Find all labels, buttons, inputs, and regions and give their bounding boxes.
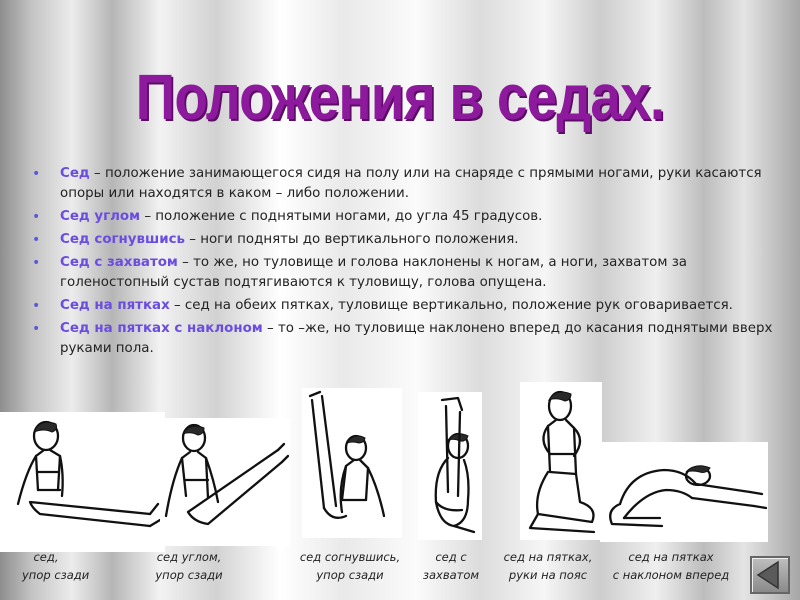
caption-line2: упор сзади [316,568,384,582]
definition-text: – ноги подняты до вертикального положения. [184,232,519,247]
definition-term: Сед [60,166,90,181]
definition-term: Сед согнувшись [60,232,185,247]
back-arrow-icon [752,558,788,592]
caption-line1: сед на пятках, [503,550,593,564]
caption-line1: сед, [33,550,59,564]
caption-line1: сед углом, [156,550,222,564]
figure-sed-na-pyatkakh-s-naklonom [600,442,768,542]
figure-caption [22,548,90,584]
definition-term: Сед на пятках [60,298,170,313]
figure-sed-upor-szadi [0,412,165,552]
figure-caption [152,548,226,584]
definition-text: – положение занимающегося сидя на полу или на снаряде с прямыми ногами, руки касаются опоры или находятся в каком – либо положении. [60,166,762,201]
caption-line2: руки на пояс [508,568,588,582]
definition-term: Сед с захватом [60,255,178,270]
page-title: Положения в седах. [135,61,665,133]
figure-caption [500,548,596,584]
definition-text: – то –же, но туловище наклонено вперед до касания поднятыми вверх руками пола. [60,321,773,356]
definition-text: – то же, но туловище и голова наклонены к ногам, а ноги, захватом за голеностопный сустав подтягиваются к туловищу, голова опущена. [60,255,688,290]
back-button[interactable] [750,556,790,594]
caption-line2: с наклоном вперед [612,568,730,582]
figure-sed-sognuvshis [302,388,402,538]
caption-line2: упор сзади [22,568,90,582]
figure-captions [0,548,800,588]
bullet-icon: • [32,209,41,225]
definition-item [32,164,777,204]
definition-text: – положение с поднятыми ногами, до угла 45 градусов. [140,209,543,224]
definition-item [32,296,777,316]
definition-item [32,319,777,359]
definition-term: Сед на пятках с наклоном [60,321,263,336]
bullet-icon: • [32,298,41,314]
definitions-list [32,164,777,362]
bullet-icon: • [32,255,41,271]
caption-line2: упор сзади [155,568,223,582]
caption-line1: сед с [435,550,467,564]
figure-sed-s-zakhvatom [418,392,482,540]
caption-line2: захватом [422,568,480,582]
definition-item [32,253,777,293]
figure-caption [420,548,482,584]
definition-term: Сед углом [60,209,141,224]
bullet-icon: • [32,321,41,337]
figure-caption [298,548,402,584]
bullet-icon: • [32,166,41,182]
definition-item [32,230,777,250]
figure-caption [610,548,732,584]
figure-sed-na-pyatkakh [520,382,602,540]
definition-text: – сед на обеих пятках, туловище вертикально, положение рук оговаривается. [169,298,733,313]
figure-sed-uglom [160,418,290,546]
caption-line1: сед согнувшись, [299,550,401,564]
caption-line1: сед на пятках [628,550,714,564]
bullet-icon: • [32,232,41,248]
definition-item [32,207,777,227]
